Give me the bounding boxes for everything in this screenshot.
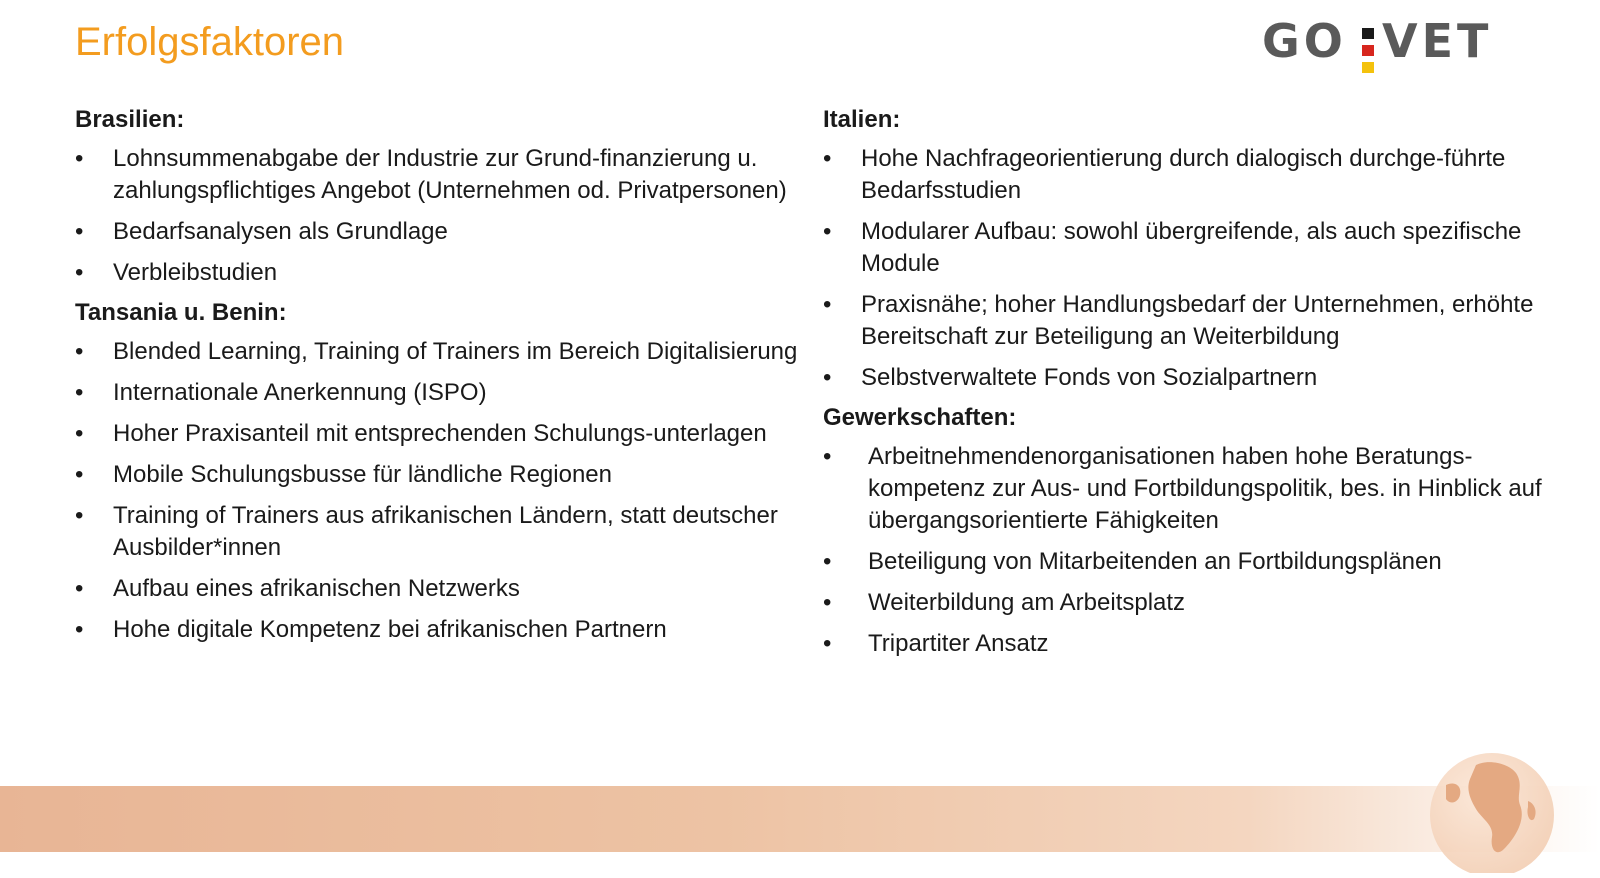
bullet-icon: •	[75, 379, 84, 406]
list-item: • Bedarfsanalysen als Grundlage	[75, 216, 815, 248]
list-brasilien	[75, 143, 815, 289]
bullet-icon: •	[75, 616, 84, 643]
bullet-icon: •	[75, 259, 84, 286]
bullet-icon: •	[823, 218, 832, 245]
bullet-icon: •	[823, 291, 832, 318]
flag-gold	[1362, 62, 1374, 73]
logo-text-go: GO	[1262, 16, 1347, 68]
list-item: • Arbeitnehmendenorganisationen haben hohe Beratungs-kompetenz zur Aus- und Fortbildungspolitik, bes. in Hinblick auf übergangsorientierte Fähigkeiten	[823, 443, 1542, 534]
list-item: • Aufbau eines afrikanischen Netzwerks	[75, 573, 815, 605]
logo-text-vet: VET	[1382, 16, 1493, 68]
bullet-icon: •	[75, 420, 84, 447]
bullet-icon: •	[75, 575, 84, 602]
list-gewerkschaften	[823, 441, 1563, 660]
slide-title: Erfolgsfaktoren	[75, 20, 345, 64]
list-item: • Selbstverwaltete Fonds von Sozialpartnern	[823, 362, 1563, 394]
list-item: • Hoher Praxisanteil mit entsprechenden Schulungs-unterlagen	[75, 418, 815, 450]
bullet-icon: •	[75, 145, 84, 172]
heading-brasilien: Brasilien:	[75, 106, 185, 133]
list-item: • Weiterbildung am Arbeitsplatz	[823, 587, 1563, 619]
bullet-icon: •	[75, 461, 84, 488]
list-item: • Internationale Anerkennung (ISPO)	[75, 377, 815, 409]
globe-icon	[1416, 745, 1564, 873]
list-italien	[823, 143, 1563, 394]
list-item: • Praxisnähe; hoher Handlungsbedarf der Unternehmen, erhöhte Bereitschaft zur Beteiligung an Weiterbildung	[823, 291, 1534, 350]
right-column	[823, 105, 1563, 669]
govet-logo	[1262, 16, 1552, 78]
bullet-icon: •	[823, 364, 832, 391]
list-item: • Beteiligung von Mitarbeitenden an Fortbildungsplänen	[823, 546, 1563, 578]
bullet-icon: •	[823, 589, 832, 616]
list-item: • Hohe Nachfrageorientierung durch dialogisch durchge-führte Bedarfsstudien	[823, 145, 1506, 204]
bullet-icon: •	[75, 502, 84, 529]
bullet-icon: •	[75, 218, 84, 245]
heading-gewerkschaften: Gewerkschaften:	[823, 404, 1017, 431]
list-item: • Modularer Aufbau: sowohl übergreifende, als auch spezifische Module	[823, 218, 1522, 277]
flag-black	[1362, 28, 1374, 39]
list-item: • Tripartiter Ansatz	[823, 628, 1563, 660]
list-item: • Mobile Schulungsbusse für ländliche Regionen	[75, 459, 815, 491]
bullet-icon: •	[823, 548, 832, 575]
list-item: • Lohnsummenabgabe der Industrie zur Grund-finanzierung u. zahlungspflichtiges Angebot (Unternehmen od. Privatpersonen)	[75, 145, 787, 204]
flag-red	[1362, 45, 1374, 56]
list-item: • Blended Learning, Training of Trainers im Bereich Digitalisierung	[75, 336, 815, 368]
bullet-icon: •	[75, 338, 84, 365]
footer-band	[0, 786, 1600, 852]
heading-tansania-benin: Tansania u. Benin:	[75, 299, 287, 326]
bullet-icon: •	[823, 630, 832, 657]
list-item: • Verbleibstudien	[75, 257, 815, 289]
left-column	[75, 105, 815, 655]
bullet-icon: •	[823, 443, 832, 470]
bullet-icon: •	[823, 145, 832, 172]
list-tansania-benin	[75, 336, 815, 646]
list-item: • Hohe digitale Kompetenz bei afrikanischen Partnern	[75, 614, 815, 646]
heading-italien: Italien:	[823, 106, 901, 133]
list-item: • Training of Trainers aus afrikanischen Ländern, statt deutscher Ausbilder*innen	[75, 502, 778, 561]
